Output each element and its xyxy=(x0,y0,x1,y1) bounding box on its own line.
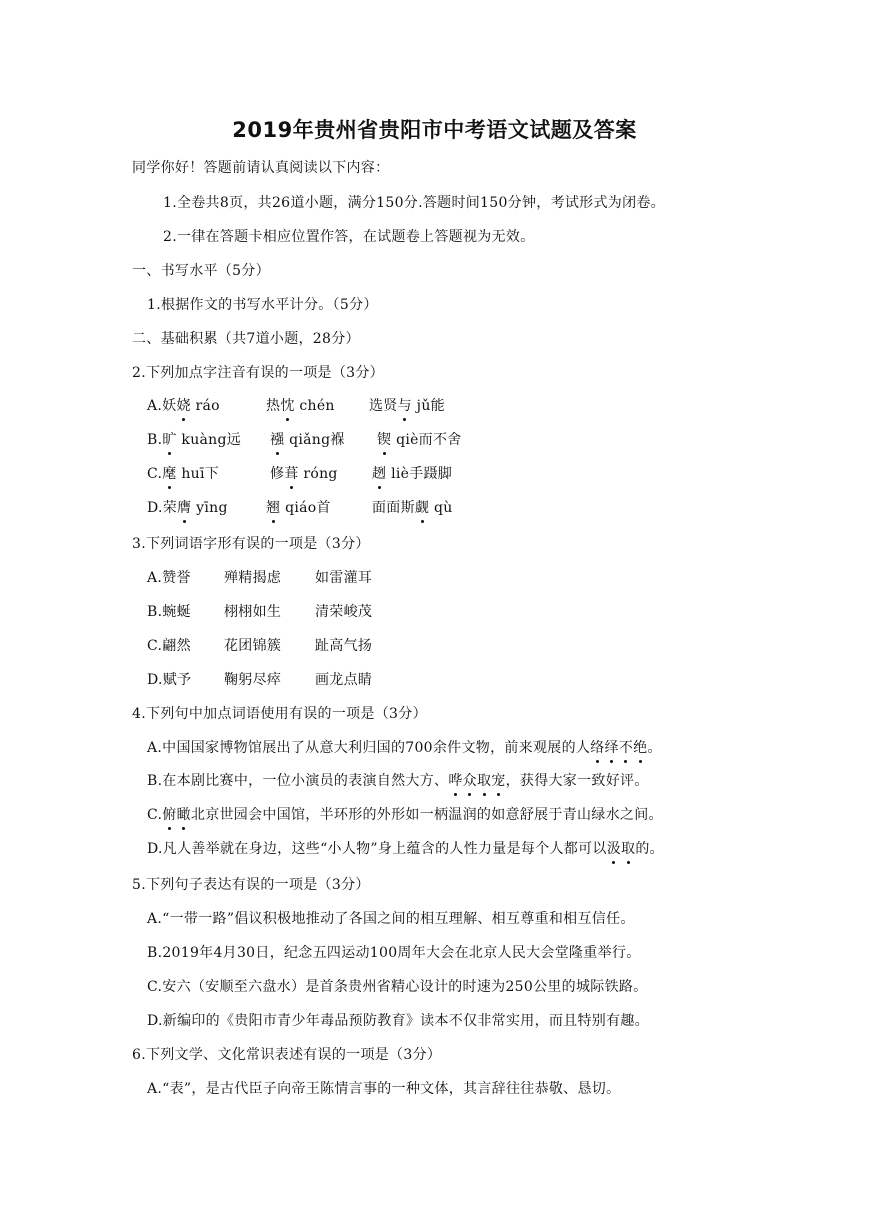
q2-b-col2: 襁 qiǎng褓 xyxy=(270,432,345,448)
q2-c-col1: C.麾 huī下 xyxy=(147,466,220,482)
q3-b-col1: B.蜿蜒 xyxy=(147,604,191,620)
question-3-stem: 3.下列词语字形有误的一项是（3分） xyxy=(132,536,370,552)
dotted-char: 绝 xyxy=(633,740,648,756)
q5-option-c: C.安六（安顺至六盘水）是首条贵州省精心设计的时速为250公里的城际铁路。 xyxy=(147,979,648,995)
q2-option-row xyxy=(0,498,869,518)
dotted-phrase xyxy=(607,841,636,857)
q2-a-col1: A.妖娆 ráo xyxy=(147,398,220,414)
q2-c-col2: 修葺 róng xyxy=(270,466,338,482)
dotted-char: 宠 xyxy=(491,773,506,789)
dotted-char: 汲 xyxy=(606,841,622,857)
dotted-char: 哗 xyxy=(448,773,463,789)
dotted-phrase xyxy=(590,740,647,756)
dotted-char: 绎 xyxy=(604,740,619,756)
dotted-char: 取 xyxy=(476,773,492,789)
q3-c-col2: 花团锦簇 xyxy=(224,638,282,654)
q4-option-c: C.俯瞰北京世园会中国馆，半环形的外形如一柄温润的如意舒展于青山绿水之间。 xyxy=(147,807,663,823)
q3-c-col3: 趾高气扬 xyxy=(315,638,373,654)
question-6-stem: 6.下列文学、文化常识表述有误的一项是（3分） xyxy=(132,1047,442,1063)
q4-option-a: A.中国国家博物馆展出了从意大利归国的700余件文物，前来观展的人络绎不绝。 xyxy=(147,740,662,756)
q2-option-row xyxy=(0,396,869,416)
q2-option-row xyxy=(0,430,869,450)
question-4-stem: 4.下列句中加点词语使用有误的一项是（3分） xyxy=(132,706,427,722)
q3-d-col2: 鞠躬尽瘁 xyxy=(224,672,282,688)
section-2-heading: 二、基础积累（共7道小题，28分） xyxy=(132,331,360,347)
q4-option-b: B.在本剧比赛中，一位小演员的表演自然大方、哗众取宠，获得大家一致好评。 xyxy=(147,773,649,789)
q3-b-col3: 清荣峻茂 xyxy=(315,604,373,620)
q2-a-col2: 热忱 chén xyxy=(266,398,335,414)
q3-b-col2: 栩栩如生 xyxy=(224,604,282,620)
q2-d-col3: 面面斯觑 qù xyxy=(372,500,453,516)
dotted-phrase xyxy=(162,807,191,823)
q5-option-b: B.2019年4月30日，纪念五四运动100周年大会在北京人民大会堂隆重举行。 xyxy=(147,945,641,961)
note-1: 1.全卷共8页，共26道小题，满分150分.答题时间150分钟，考试形式为闭卷。 xyxy=(163,195,665,211)
q3-a-col3: 如雷灌耳 xyxy=(315,570,373,586)
section-1-heading: 一、书写水平（5分） xyxy=(132,263,270,279)
dotted-char: 取 xyxy=(621,841,636,857)
q3-a-col1: A.赞誉 xyxy=(147,570,191,586)
q2-d-col1: D.荣膺 yīng xyxy=(147,500,228,516)
q3-c-col1: C.翩然 xyxy=(147,638,191,654)
q6-option-a: A.“表”，是古代臣子向帝王陈情言事的一种文体，其言辞往往恭敬、恳切。 xyxy=(147,1081,621,1097)
dotted-char: 众 xyxy=(462,773,477,789)
q2-option-row xyxy=(0,464,869,484)
q2-b-col3: 锲 qiè而不舍 xyxy=(377,432,462,448)
q3-option-row xyxy=(0,670,869,690)
q3-option-row xyxy=(0,602,869,622)
q2-c-col3: 趔 liè手蹑脚 xyxy=(372,466,453,482)
question-5-stem: 5.下列句子表达有误的一项是（3分） xyxy=(132,877,370,893)
dotted-char: 络 xyxy=(590,740,605,756)
dotted-phrase xyxy=(448,773,505,789)
dotted-char: 瞰 xyxy=(176,807,191,823)
q3-d-col3: 画龙点睛 xyxy=(315,672,373,688)
q5-option-a: A.“一带一路”倡议积极地推动了各国之间的相互理解、相互尊重和相互信任。 xyxy=(147,911,635,927)
q2-a-col3: 选贤与 jǔ能 xyxy=(369,398,445,414)
q3-option-row xyxy=(0,636,869,656)
note-2: 2.一律在答题卡相应位置作答，在试题卷上答题视为无效。 xyxy=(163,229,535,245)
q3-option-row xyxy=(0,568,869,588)
question-2-stem: 2.下列加点字注音有误的一项是（3分） xyxy=(132,365,384,381)
q2-d-col2: 翘 qiáo首 xyxy=(266,500,331,516)
question-1: 1.根据作文的书写水平计分。（5分） xyxy=(147,297,378,313)
intro-text: 同学你好！答题前请认真阅读以下内容： xyxy=(132,160,390,176)
dotted-char: 俯 xyxy=(162,807,177,823)
dotted-char: 不 xyxy=(618,740,634,756)
page-title: 2019年贵州省贵阳市中考语文试题及答案 xyxy=(232,118,637,142)
q3-a-col2: 殚精揭虑 xyxy=(224,570,282,586)
q4-option-d: D.凡人善举就在身边，这些“小人物”身上蕴含的人性力量是每个人都可以汲取的。 xyxy=(147,841,664,857)
q2-b-col1: B.旷 kuàng远 xyxy=(147,432,242,448)
q3-d-col1: D.赋予 xyxy=(147,672,192,688)
q5-option-d: D.新编印的《贵阳市青少年毒品预防教育》读本不仅非常实用，而且特别有趣。 xyxy=(147,1013,649,1029)
